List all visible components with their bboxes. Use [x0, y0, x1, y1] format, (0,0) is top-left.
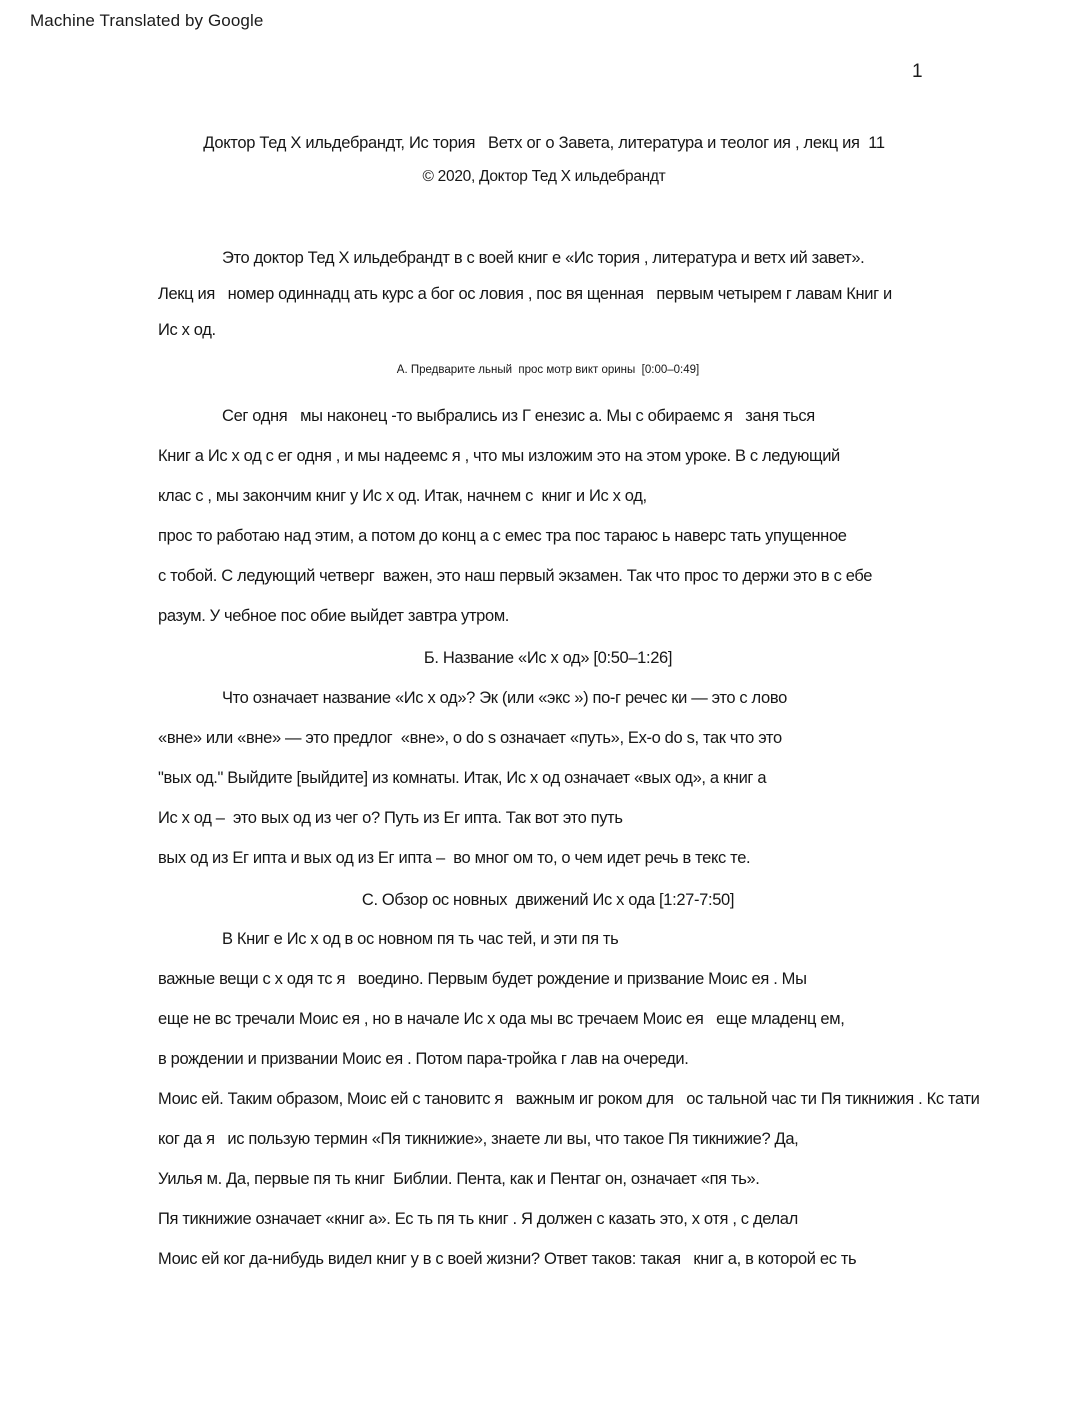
text-line: "вых од." Выйдите [выйдите] из комнаты. Итак, Ис х од означает «вых од», а книг а: [158, 769, 767, 787]
page-number: 1: [912, 61, 923, 82]
text-line: вых од из Ег ипта и вых од из Ег ипта – во мног ом то, о чем идет речь в текс те.: [158, 849, 751, 867]
text-line: еще не вс тречали Моис ея , но в начале Ис х ода мы вс тречаем Моис ея еще младенц ем,: [158, 1010, 845, 1028]
text-line: важные вещи с х одя тс я воедино. Первым будет рождение и призвание Моис ея . Мы: [158, 970, 807, 988]
text-line: Это доктор Тед Х ильдебрандт в с воей книг е «Ис тория , литература и ветх ий завет».: [222, 249, 865, 267]
text-line: Уилья м. Да, первые пя ть книг Библии. Пента, как и Пентаг он, означает «пя ть».: [158, 1170, 760, 1188]
section-heading-c: [158, 880, 938, 920]
text-line: «вне» или «вне» — это предлог «вне», o do s означает «путь», Ex-o do s, так что это: [158, 729, 782, 747]
document-header: [0, 133, 1088, 187]
text-line: ког да я ис пользую термин «Пя тикнижие», знаете ли вы, что такое Пя тикнижие? Да,: [158, 1130, 799, 1148]
text-line: Сег одня мы наконец -то выбрались из Г енезис а. Мы с обираемс я заня ться: [222, 407, 815, 425]
exodus-title-paragraph: [158, 678, 938, 878]
intro-paragraph: [158, 240, 938, 348]
text-line: Ис х од – это вых од из чег о? Путь из Ег ипта. Так вот это путь: [158, 809, 623, 827]
section-heading-a: [158, 362, 938, 378]
text-line: разум. У чебное пос обие выйдет завтра утром.: [158, 607, 510, 625]
text-line: В Книг е Ис х од в ос новном пя ть час тей, и эти пя ть: [222, 930, 619, 948]
text-line: Моис ей. Таким образом, Моис ей с тановитс я важным иг роком для ос тальной час ти Пя тикнижия . Кс тати: [158, 1090, 980, 1108]
text-line: Ис х од.: [158, 321, 216, 339]
text-line: Книг а Ис х од с ег одня , и мы надеемс я , что мы изложим это на этом уроке. В с ледующий: [158, 447, 840, 465]
section-heading-b: [158, 638, 938, 678]
text-line: А. Предварите льный прос мотр викт орины [0:00–0:49]: [396, 364, 700, 376]
document-title: Доктор Тед Х ильдебрандт, Ис тория Ветх ог о Завета, литература и теолог ия , лекц ия 11: [203, 134, 885, 152]
text-line: клас с , мы закончим книг у Ис х од. Итак, начнем с книг и Ис х од,: [158, 487, 647, 505]
text-line: с тобой. С ледующий четверг важен, это наш первый экзамен. Так что прос то держи это в с ебе: [158, 567, 873, 585]
text-line: в рождении и призвании Моис ея . Потом пара-тройка г лав на очереди.: [158, 1050, 689, 1068]
quiz-preview-paragraph: [158, 396, 938, 636]
text-line: Б. Название «Ис х од» [0:50–1:26]: [423, 649, 673, 667]
text-line: Пя тикнижие означает «книг а». Ес ть пя ть книг . Я должен с казать это, х отя , с делал: [158, 1210, 798, 1228]
copyright-line: © 2020, Доктор Тед Х ильдебрандт: [422, 168, 666, 185]
text-line: Что означает название «Ис х од»? Эк (или «экс ») по-г речес ки — это с лово: [222, 689, 787, 707]
machine-translated-label: Machine Translated by Google: [30, 11, 264, 30]
text-line: прос то работаю над этим, а потом до конц а с емес тра пос тараюс ь наверс тать упущенное: [158, 527, 847, 545]
text-line: Лекц ия номер одиннадц ать курс а бог ос ловия , пос вя щенная первым четырем г лавам Книг и: [158, 285, 892, 303]
exodus-overview-paragraph: [158, 919, 980, 1279]
text-line: С. Обзор ос новных движений Ис х ода [1:27-7:50]: [361, 891, 735, 909]
text-line: Моис ей ког да-нибудь видел книг у в с воей жизни? Ответ таков: такая книг а, в которой ес ть: [158, 1250, 857, 1268]
